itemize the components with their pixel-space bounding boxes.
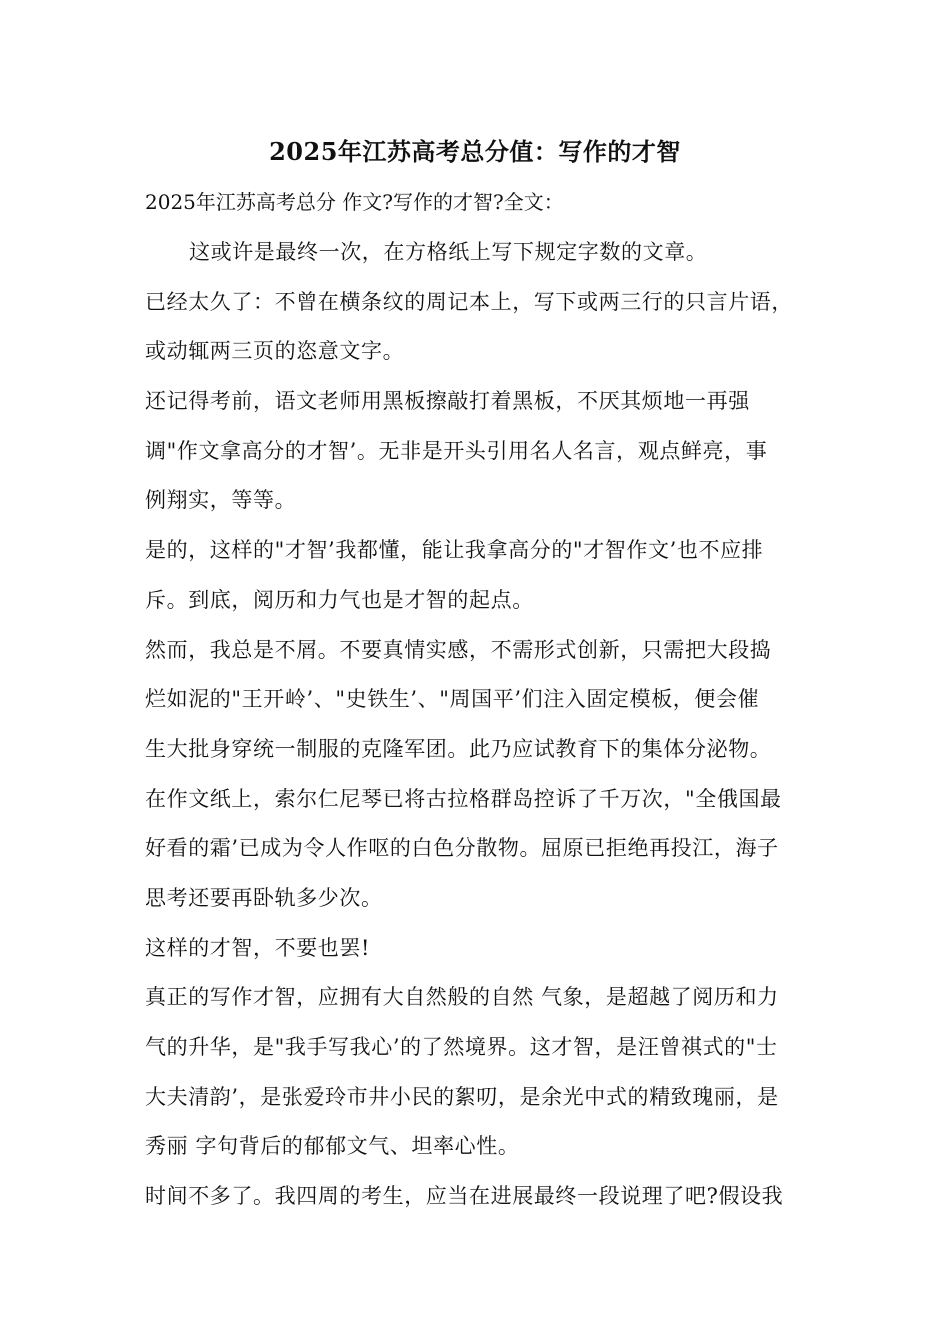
body-line: 已经太久了：不曾在横条纹的周记本上，写下或两三行的只言片语， <box>145 289 793 314</box>
body-line: 这样的才智，不要也罢! <box>145 935 371 960</box>
body-line: 或动辄两三页的恣意文字。 <box>145 339 405 364</box>
body-line: 在作文纸上，索尔仁尼琴已将古拉格群岛控诉了千万次，"全俄国最 <box>145 786 782 811</box>
body-line: 这或许是最终一次，在方格纸上写下规定字数的文章。 <box>189 240 708 264</box>
body-line: 是的，这样的"才智’我都懂，能让我拿高分的"才智作文’也不应排 <box>145 538 764 563</box>
body-line: 调"作文拿高分的才智’。无非是开头引用名人名言，观点鲜亮，事 <box>145 438 768 463</box>
body-line: 思考还要再卧轨多少次。 <box>145 885 383 910</box>
body-line: 生大批身穿统一制服的克隆军团。此乃应试教育下的集体分泌物。 <box>145 736 772 761</box>
body-line: 然而，我总是不屑。不要真情实感，不需形式创新，只需把大段捣 <box>145 637 772 662</box>
body-line: 烂如泥的"王开岭’、"史铁生’、"周国平’们注入固定模板，便会催 <box>145 687 760 712</box>
body-line: 好看的霜’已成为令人作呕的白色分散物。屈原已拒绝再投江，海子 <box>145 836 779 861</box>
body-line: 还记得考前，语文老师用黑板擦敲打着黑板，不厌其烦地一再强 <box>145 389 750 414</box>
document-subtitle: 2025年江苏高考总分 作文?写作的才智?全文： <box>145 190 564 214</box>
body-line: 时间不多了。我四周的考生，应当在进展最终一段说理了吧?假设我 <box>145 1184 784 1209</box>
body-line: 气的升华，是"我手写我心’的了然境界。这才智，是汪曾祺式的"士 <box>145 1035 778 1059</box>
body-line: 真正的写作才智，应拥有大自然般的自然 气象，是超越了阅历和力 <box>145 985 779 1010</box>
body-line: 大夫清韵’，是张爱玲市井小民的絮叨，是余光中式的精致瑰丽，是 <box>145 1084 779 1109</box>
body-line: 例翔实，等等。 <box>145 488 297 513</box>
document-title: 2025年江苏高考总分值：写作的才智 <box>269 137 681 166</box>
body-line: 秀丽 字句背后的郁郁文气、坦率心性。 <box>145 1134 520 1159</box>
body-line: 斥。到底，阅历和力气也是才智的起点。 <box>145 587 534 612</box>
document-body <box>145 228 815 1222</box>
